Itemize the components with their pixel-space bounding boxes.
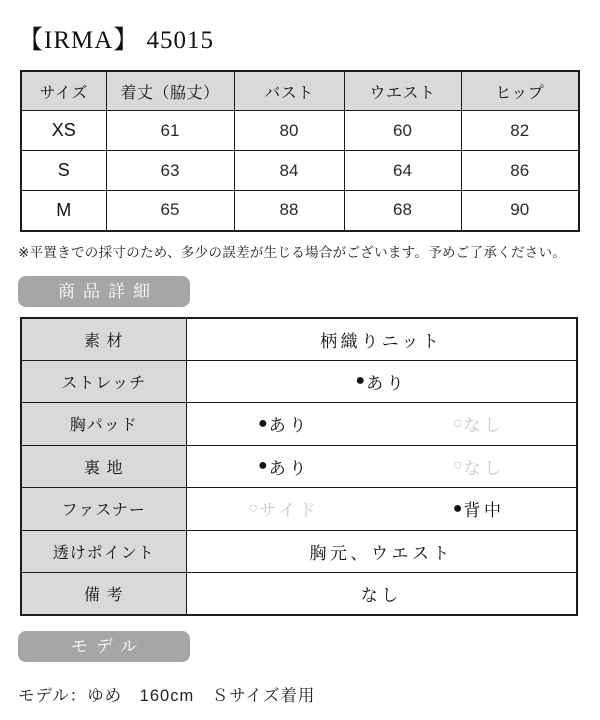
size-table-head (21, 71, 579, 111)
detail-label: 裏 地 (21, 445, 186, 488)
size-value-cell: 88 (234, 191, 344, 231)
detail-value (186, 445, 577, 488)
size-value-cell: 61 (106, 111, 234, 151)
options-group (187, 369, 577, 394)
detail-row (21, 318, 577, 361)
option-label: 胸元、ウエスト (309, 543, 453, 563)
filled-circle-icon: ● (452, 499, 463, 517)
details-table (20, 317, 578, 617)
options-group (187, 327, 577, 352)
size-value-cell: 90 (461, 191, 579, 231)
size-table-header-row (21, 71, 579, 111)
option-label: サイド (259, 501, 320, 521)
option-unselected (381, 454, 576, 479)
size-value-cell: 84 (234, 151, 344, 191)
detail-label: 素 材 (21, 318, 186, 361)
size-table-row (21, 191, 579, 231)
detail-value (186, 360, 577, 403)
option-selected (187, 539, 577, 564)
detail-row (21, 488, 577, 531)
detail-row (21, 360, 577, 403)
empty-circle-icon: ○ (452, 457, 463, 475)
filled-circle-icon: ● (258, 457, 268, 475)
detail-value (186, 573, 577, 616)
detail-row (21, 445, 577, 488)
option-selected (187, 411, 382, 436)
empty-circle-icon: ○ (452, 414, 463, 432)
page-title: 【IRMA】 45015 (18, 27, 215, 54)
size-value-cell: 63 (106, 151, 234, 191)
empty-circle-icon: ○ (248, 499, 259, 517)
detail-row (21, 403, 577, 446)
detail-label: ファスナー (21, 488, 186, 531)
detail-label: 備 考 (21, 573, 186, 616)
option-selected (381, 496, 576, 521)
size-column-header: サイズ (21, 71, 106, 111)
option-label: なし (463, 458, 505, 478)
size-column-header: ヒップ (461, 71, 579, 111)
detail-row (21, 573, 577, 616)
options-group (187, 581, 577, 606)
option-label: あり (366, 373, 408, 393)
size-value-cell: 60 (344, 111, 461, 151)
size-table-row (21, 111, 579, 151)
option-label: なし (463, 416, 505, 436)
size-table (20, 70, 580, 232)
filled-circle-icon: ● (355, 372, 366, 390)
option-unselected (381, 411, 576, 436)
detail-value (186, 530, 577, 573)
option-label: なし (360, 586, 402, 605)
details-table-body (21, 318, 577, 616)
option-label: あり (268, 458, 310, 478)
size-table-body (21, 111, 579, 231)
options-group (187, 539, 577, 564)
option-label: 柄織りニット (320, 331, 443, 351)
options-group (187, 496, 577, 521)
option-selected (187, 581, 577, 606)
detail-value (186, 318, 577, 361)
option-label: あり (268, 416, 310, 436)
detail-label: 透けポイント (21, 530, 186, 573)
filled-circle-icon: ● (258, 414, 268, 432)
detail-label: 胸パッド (21, 403, 186, 446)
size-value-cell: 80 (234, 111, 344, 151)
size-column-header: ウエスト (344, 71, 461, 111)
section-badge-details: 商品詳細 (18, 276, 190, 307)
option-selected (187, 327, 577, 352)
size-table-row (21, 151, 579, 191)
detail-row (21, 530, 577, 573)
option-unselected (187, 496, 382, 521)
option-selected (187, 454, 382, 479)
detail-label: ストレッチ (21, 360, 186, 403)
detail-value (186, 488, 577, 531)
size-value-cell: 64 (344, 151, 461, 191)
size-value-cell: 65 (106, 191, 234, 231)
detail-value (186, 403, 577, 446)
model-info: モデル：ゆめ 160cm Ｓサイズ着用 (18, 687, 316, 705)
option-label: 背中 (463, 501, 505, 521)
options-group (187, 454, 577, 479)
option-selected (187, 369, 577, 394)
size-column-header: 着丈（脇丈） (106, 71, 234, 111)
measurement-note: ※平置きでの採寸のため、多少の誤差が生じる場合がございます。予めご了承ください。 (18, 244, 567, 260)
options-group (187, 411, 577, 436)
size-name-cell: XS (21, 111, 106, 151)
size-name-cell: S (21, 151, 106, 191)
size-value-cell: 82 (461, 111, 579, 151)
size-value-cell: 68 (344, 191, 461, 231)
size-value-cell: 86 (461, 151, 579, 191)
size-name-cell: M (21, 191, 106, 231)
size-column-header: バスト (234, 71, 344, 111)
section-badge-model: モデル (18, 631, 190, 662)
